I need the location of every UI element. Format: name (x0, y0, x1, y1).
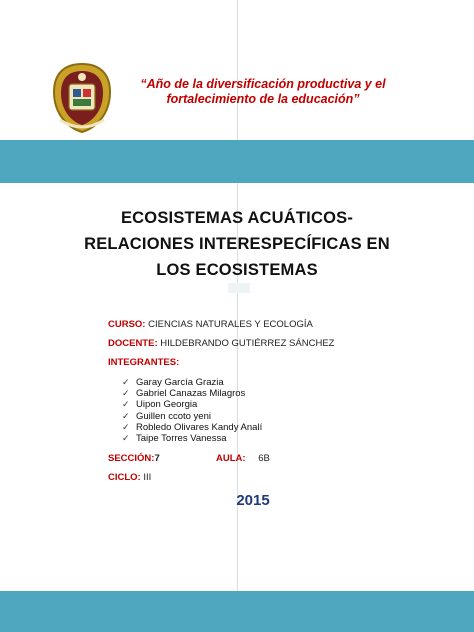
list-item (122, 388, 262, 399)
check-icon: ✓ (122, 433, 130, 444)
list-item (122, 377, 262, 388)
course-value: CIENCIAS NATURALES Y ECOLOGÍA (148, 319, 313, 330)
cycle-value: III (143, 472, 152, 483)
teacher-label: DOCENTE: (108, 338, 158, 349)
members-list (122, 377, 262, 444)
list-item (122, 433, 262, 444)
member-name: Garay García Grazia (136, 377, 224, 388)
teacher-row (108, 338, 334, 350)
section-row (108, 453, 160, 465)
title-line: RELACIONES INTERESPECÍFICAS EN (84, 235, 390, 253)
watermark-mark (228, 283, 250, 293)
cycle-row (108, 472, 151, 484)
teacher-value: HILDEBRANDO GUTIÉRREZ SÁNCHEZ (160, 338, 335, 349)
title-line: ECOSISTEMAS ACUÁTICOS- (120, 209, 354, 227)
university-seal-icon (50, 62, 114, 134)
list-item (122, 422, 262, 433)
member-name: Robledo Olivares Kandy Analí (136, 421, 263, 433)
member-name: Taipe Torres Vanessa (136, 433, 227, 445)
member-name: Uipon Georgia (136, 399, 198, 411)
classroom-row (216, 453, 270, 465)
course-label: CURSO: (108, 319, 146, 330)
section-value: 7 (154, 453, 160, 464)
top-color-band (0, 140, 474, 183)
document-title (60, 205, 414, 283)
list-item (122, 399, 262, 410)
check-icon: ✓ (122, 410, 130, 421)
year-text: 2015 (236, 492, 270, 509)
motto-text: “Año de la diversificación productiva y el fortalecimiento de la educación” (140, 77, 386, 106)
check-icon: ✓ (122, 388, 130, 399)
title-line: LOS ECOSISTEMAS (156, 261, 318, 279)
bottom-color-band (0, 591, 474, 632)
members-row (108, 357, 179, 369)
check-icon: ✓ (122, 421, 130, 432)
cycle-label: CICLO: (108, 472, 141, 483)
check-icon: ✓ (122, 399, 130, 410)
course-row (108, 319, 313, 331)
members-label: INTEGRANTES: (108, 357, 180, 368)
check-icon: ✓ (122, 377, 130, 387)
classroom-label: AULA: (216, 453, 246, 464)
section-label: SECCIÓN: (108, 453, 155, 464)
member-name: Guillen ccoto yeni (136, 410, 211, 422)
list-item (122, 411, 262, 422)
classroom-value: 6B (258, 453, 270, 464)
member-name: Gabriel Canazas Milagros (136, 388, 246, 400)
